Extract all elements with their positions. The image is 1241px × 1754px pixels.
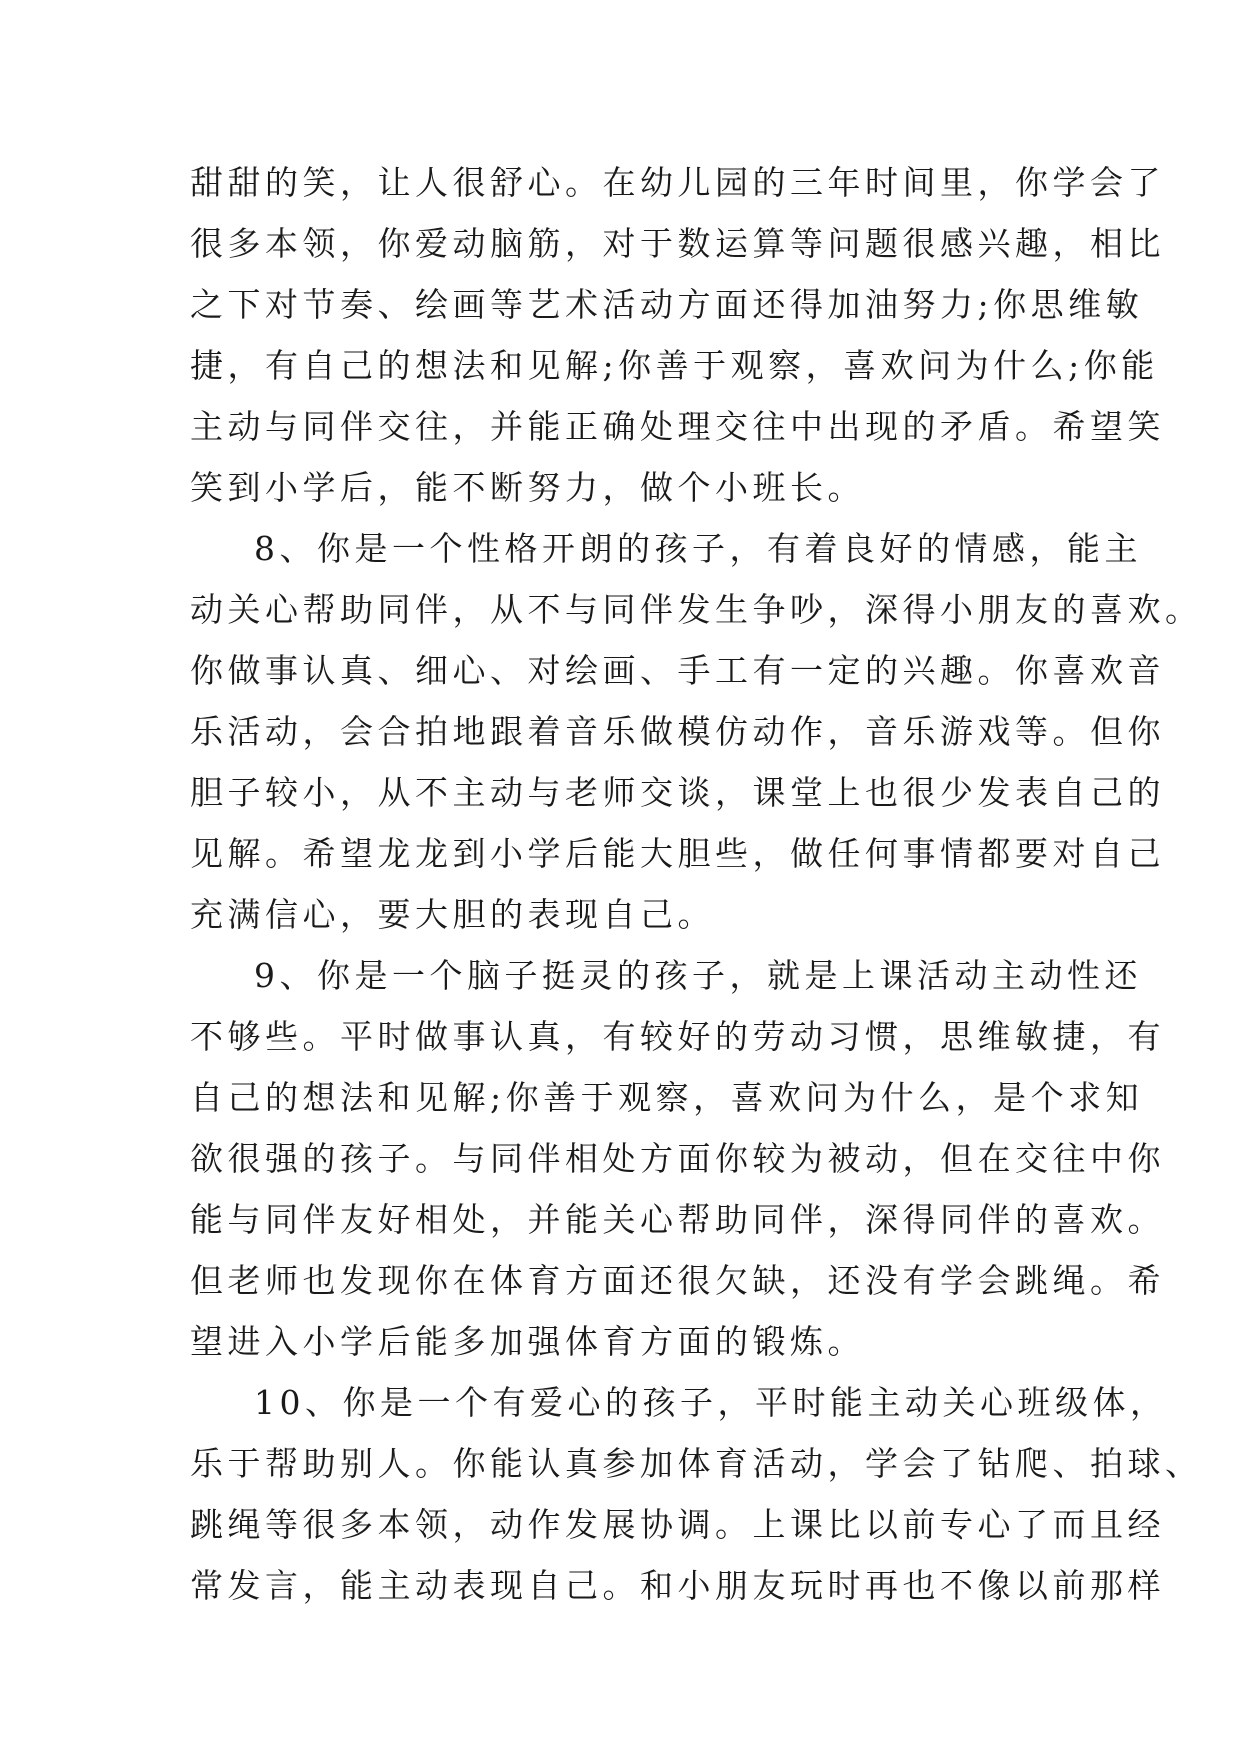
text-line: 乐活动，会合拍地跟着音乐做模仿动作，音乐游戏等。但你 <box>190 712 1165 751</box>
text-line: 跳绳等很多本领，动作发展协调。上课比以前专心了而且经 <box>190 1505 1165 1544</box>
text-line: 欲很强的孩子。与同伴相处方面你较为被动，但在交往中你 <box>190 1139 1165 1178</box>
text-line: 动关心帮助同伴，从不与同伴发生争吵，深得小朋友的喜欢。 <box>190 590 1203 629</box>
text-line: 主动与同伴交往，并能正确处理交往中出现的矛盾。希望笑 <box>190 407 1165 446</box>
text-line: 自己的想法和见解;你善于观察，喜欢问为什么，是个求知 <box>190 1078 1144 1117</box>
text-line: 乐于帮助别人。你能认真参加体育活动，学会了钻爬、拍球、 <box>190 1444 1203 1483</box>
paragraph-9-start: 9、你是一个脑子挺灵的孩子，就是上课活动主动性还 <box>254 956 1142 995</box>
text-line: 常发言，能主动表现自己。和小朋友玩时再也不像以前那样 <box>190 1566 1165 1605</box>
text-line: 捷，有自己的想法和见解;你善于观察，喜欢问为什么;你能 <box>190 346 1159 385</box>
text-line: 胆子较小，从不主动与老师交谈，课堂上也很少发表自己的 <box>190 773 1165 812</box>
text-line: 你做事认真、细心、对绘画、手工有一定的兴趣。你喜欢音 <box>190 651 1165 690</box>
text-line: 见解。希望龙龙到小学后能大胆些，做任何事情都要对自己 <box>190 834 1165 873</box>
text-line: 充满信心，要大胆的表现自己。 <box>190 895 715 934</box>
text-line: 能与同伴友好相处，并能关心帮助同伴，深得同伴的喜欢。 <box>190 1200 1165 1239</box>
text-line: 不够些。平时做事认真，有较好的劳动习惯，思维敏捷，有 <box>190 1017 1165 1056</box>
text-line: 望进入小学后能多加强体育方面的锻炼。 <box>190 1322 865 1361</box>
paragraph-8-start: 8、你是一个性格开朗的孩子，有着良好的情感，能主 <box>254 529 1142 568</box>
text-line: 笑到小学后，能不断努力，做个小班长。 <box>190 468 865 507</box>
text-line: 很多本领，你爱动脑筋，对于数运算等问题很感兴趣，相比 <box>190 224 1165 263</box>
body-text <box>190 152 1203 1616</box>
text-line: 之下对节奏、绘画等艺术活动方面还得加油努力;你思维敏 <box>190 285 1144 324</box>
text-line: 但老师也发现你在体育方面还很欠缺，还没有学会跳绳。希 <box>190 1261 1165 1300</box>
text-line: 甜甜的笑，让人很舒心。在幼儿园的三年时间里，你学会了 <box>190 163 1165 202</box>
paragraph-10-start: 10、你是一个有爱心的孩子，平时能主动关心班级体， <box>254 1383 1168 1422</box>
